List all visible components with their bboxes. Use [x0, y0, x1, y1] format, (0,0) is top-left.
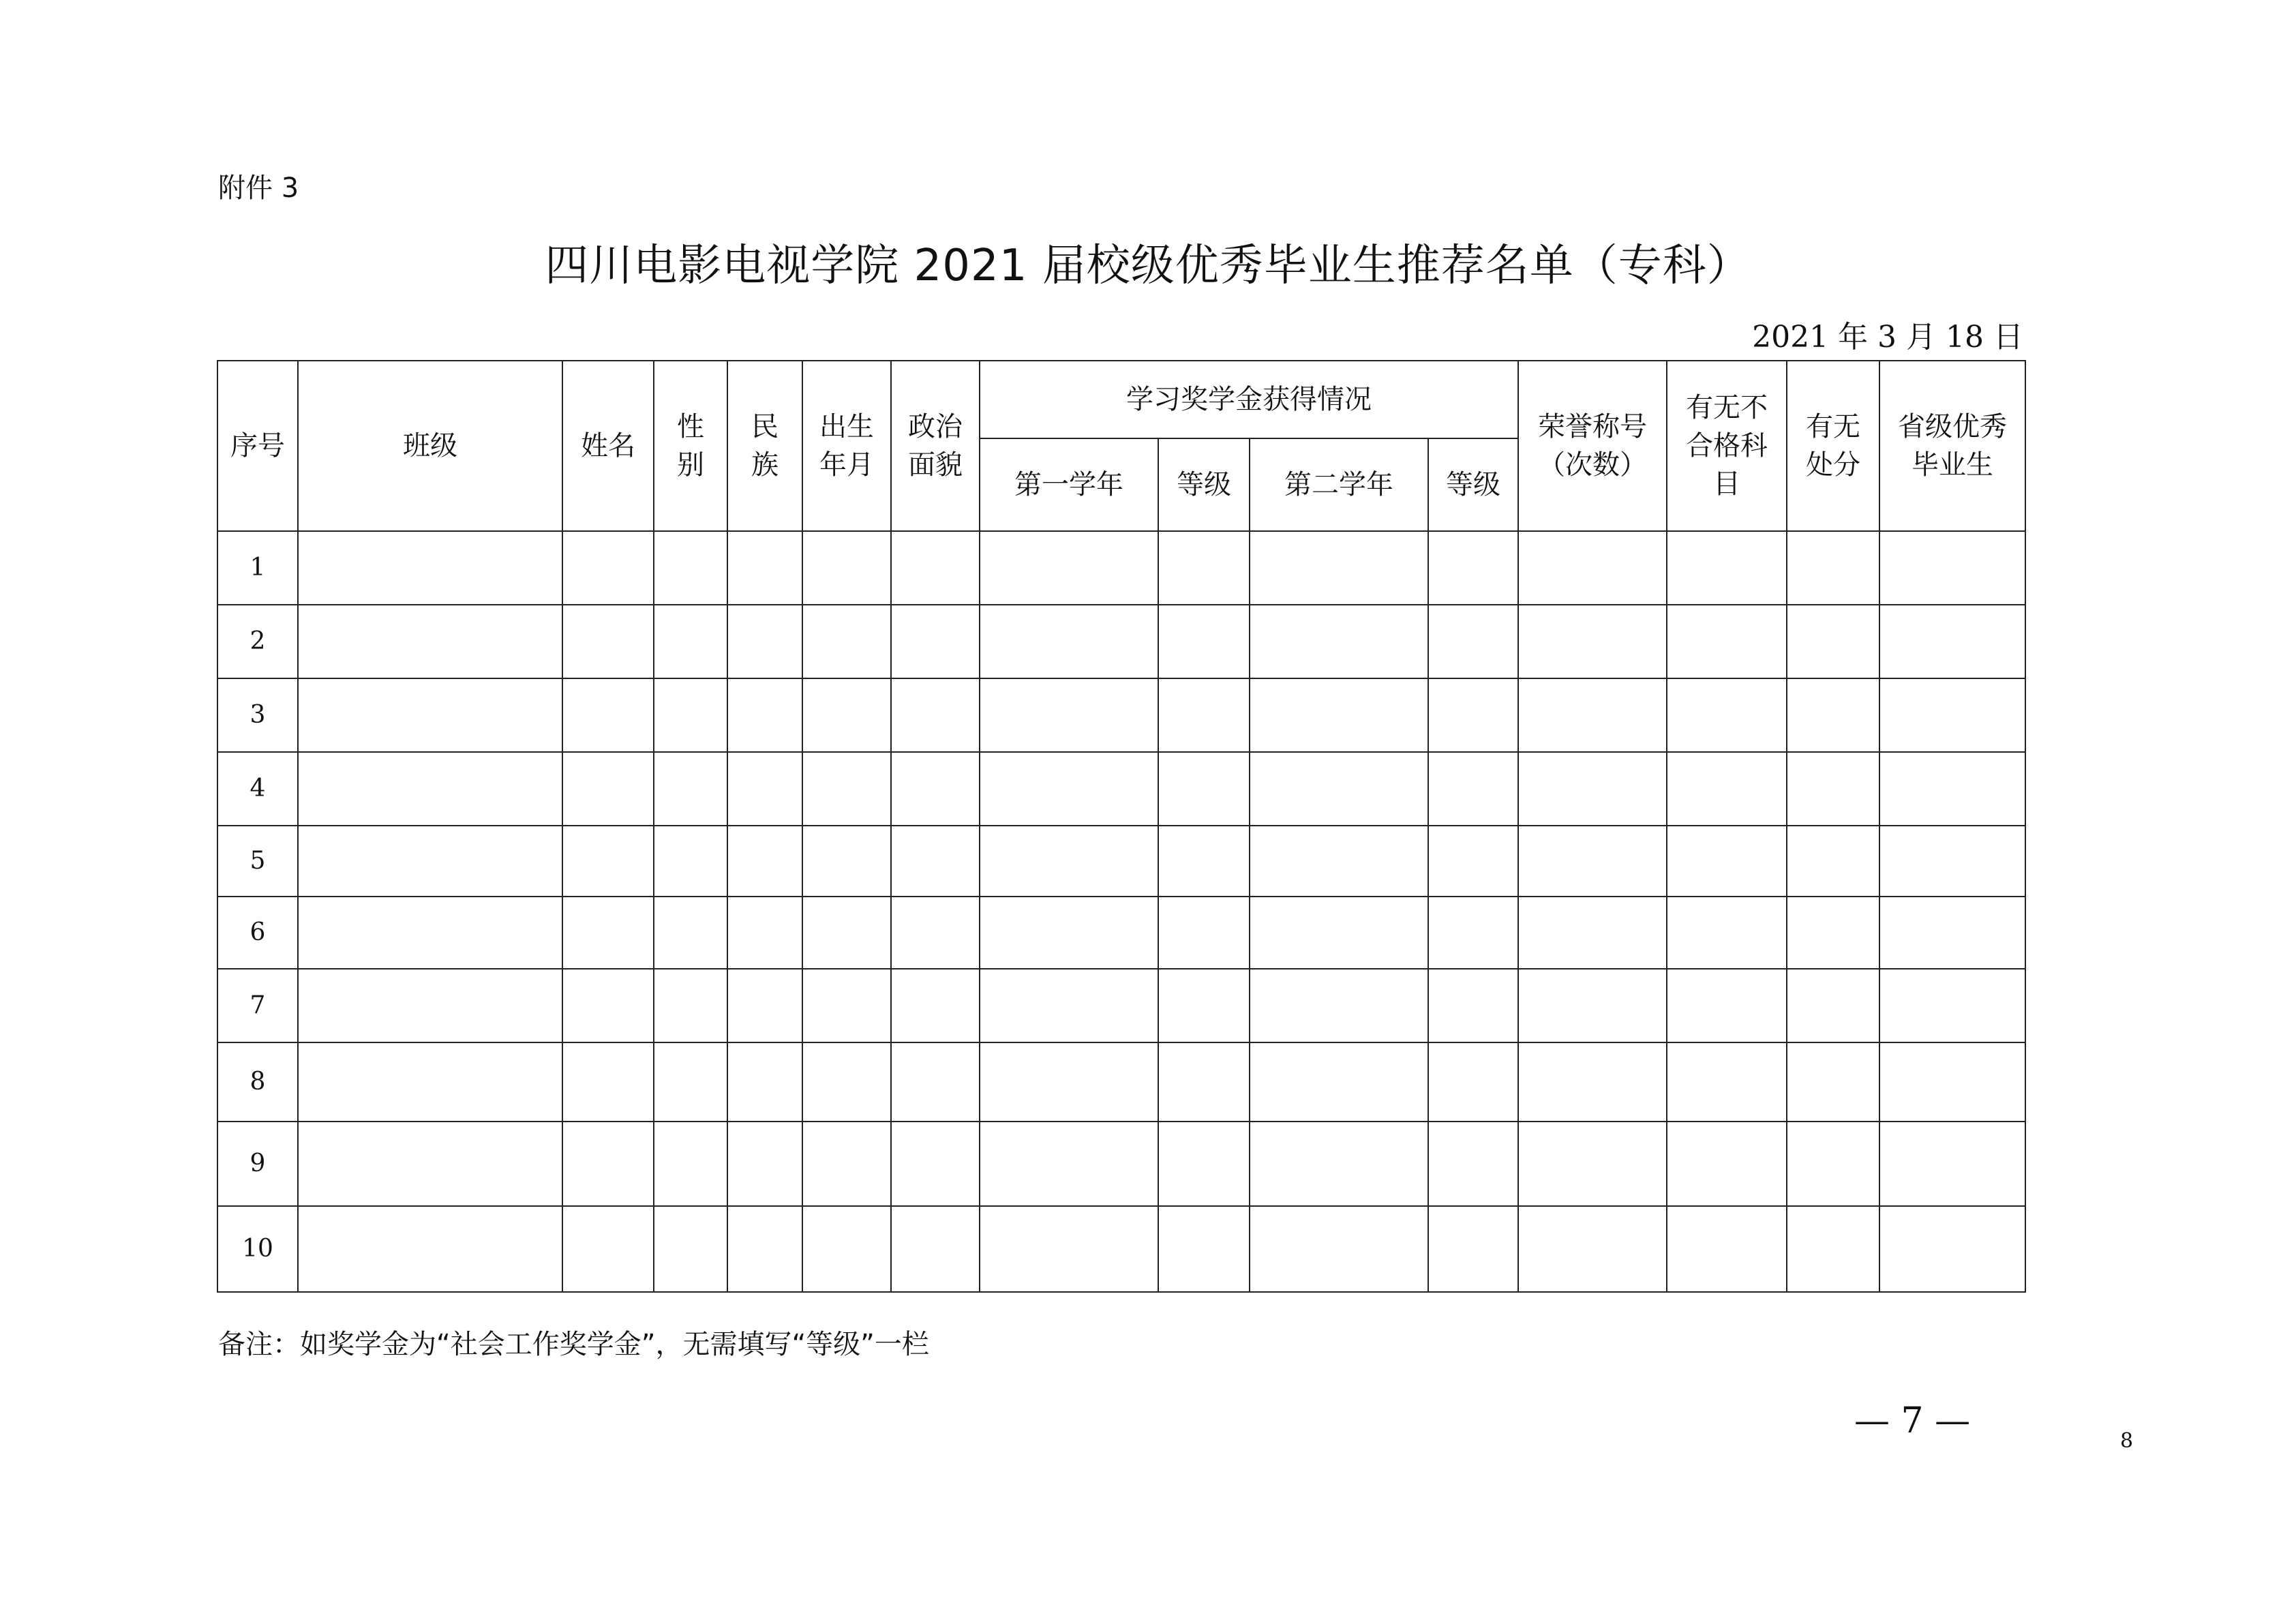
header-punishment: 有无处分	[1787, 361, 1879, 531]
header-year2: 第二学年	[1250, 438, 1428, 531]
table-row	[217, 826, 2025, 897]
row-number: 6	[217, 897, 298, 969]
header-ethnicity: 民族	[727, 361, 802, 531]
table-row	[217, 605, 2025, 678]
header-grade2: 等级	[1428, 438, 1518, 531]
header-political: 政治面貌	[891, 361, 980, 531]
header-name: 姓名	[562, 361, 654, 531]
document-date: 2021 年 3 月 18 日	[1752, 320, 2023, 355]
row-number: 3	[217, 678, 298, 752]
row-number: 7	[217, 969, 298, 1042]
table-row	[217, 678, 2025, 752]
table-row	[217, 1122, 2025, 1206]
header-scholarship-group: 学习奖学金获得情况	[980, 361, 1518, 438]
recommendation-table	[217, 360, 2026, 1293]
corner-page-number: 8	[2120, 1429, 2134, 1453]
row-number: 2	[217, 605, 298, 678]
header-birth: 出生年月	[802, 361, 891, 531]
table-row	[217, 1206, 2025, 1292]
row-number: 4	[217, 752, 298, 826]
page-number: — 7 —	[1854, 1400, 1971, 1441]
footnote: 备注：如奖学金为“社会工作奖学金”，无需填写“等级”一栏	[218, 1329, 929, 1360]
header-class: 班级	[298, 361, 562, 531]
header-failed-courses: 有无不合格科目	[1667, 361, 1787, 531]
attachment-label: 附件 3	[218, 172, 299, 204]
header-year1: 第一学年	[980, 438, 1158, 531]
table-row	[217, 752, 2025, 826]
header-provincial: 省级优秀毕业生	[1879, 361, 2025, 531]
row-number: 5	[217, 826, 298, 897]
table-row	[217, 531, 2025, 605]
row-number: 8	[217, 1042, 298, 1122]
row-number: 10	[217, 1206, 298, 1292]
row-number: 1	[217, 531, 298, 605]
table-row	[217, 897, 2025, 969]
header-seq: 序号	[217, 361, 298, 531]
table-row	[217, 1042, 2025, 1122]
header-honors: 荣誉称号（次数）	[1518, 361, 1667, 531]
document-title: 四川电影电视学院 2021 届校级优秀毕业生推荐名单（专科）	[545, 241, 1751, 291]
header-grade1: 等级	[1158, 438, 1250, 531]
table-row	[217, 969, 2025, 1042]
header-gender: 性别	[654, 361, 727, 531]
row-number: 9	[217, 1122, 298, 1206]
